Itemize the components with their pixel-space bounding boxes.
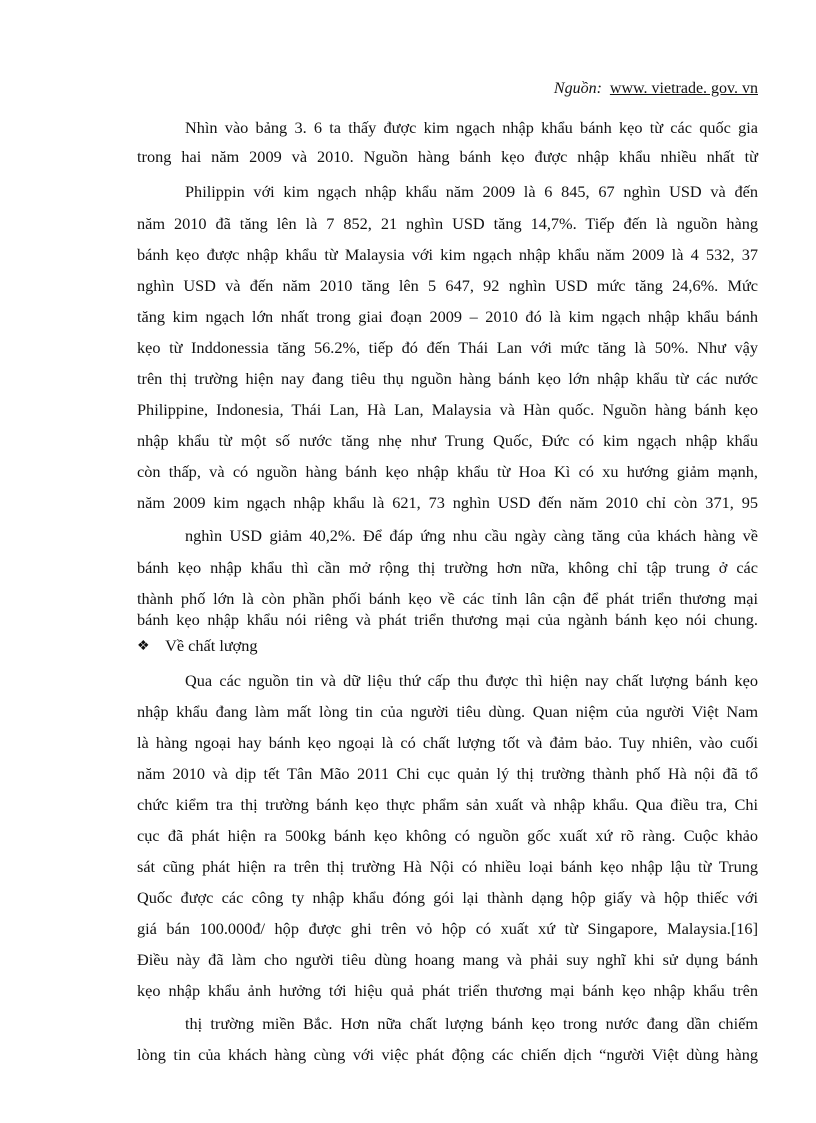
section-heading-text: Về chất lượng: [165, 636, 258, 655]
paragraph-line: nhập khẩu từ một số nước tăng nhẹ như Trung Quốc, Đức có kim ngạch nhập khẩu: [137, 431, 758, 450]
paragraph-line: nhập khẩu đang làm mất lòng tin của người tiêu dùng. Quan niệm của người Việt Nam: [137, 702, 758, 721]
paragraph-line: năm 2009 kim ngạch nhập khẩu là 621, 73 nghìn USD đến năm 2010 chỉ còn 371, 95: [137, 493, 758, 512]
section-heading: [137, 634, 258, 658]
paragraph-line: năm 2010 và dịp tết Tân Mão 2011 Chi cục quản lý thị trường thành phố Hà nội đã tổ: [137, 764, 758, 783]
paragraph-line: chức kiểm tra thị trường bánh kẹo thực phẩm sản xuất và nhập khẩu. Qua điều tra, Chi: [137, 795, 758, 814]
diamond-bullet-icon: ❖: [137, 639, 150, 654]
paragraph-line: trong hai năm 2009 và 2010. Nguồn hàng bánh kẹo được nhập khẩu nhiều nhất từ: [137, 147, 758, 166]
paragraph-line: Philippin với kim ngạch nhập khẩu năm 2009 là 6 845, 67 nghìn USD và đến: [185, 182, 758, 201]
paragraph-line: cục đã phát hiện ra 500kg bánh kẹo không có nguồn gốc xuất xứ rõ ràng. Cuộc khảo: [137, 826, 758, 845]
paragraph-line: thành phố lớn là còn phần phối bánh kẹo về các tỉnh lân cận để phát triển thương mại: [137, 589, 758, 608]
paragraph-line: tăng kim ngạch lớn nhất trong giai đoạn 2009 – 2010 đó là kim ngạch nhập khẩu bánh: [137, 307, 758, 326]
paragraph-line: Nhìn vào bảng 3. 6 ta thấy được kim ngạch nhập khẩu bánh kẹo từ các quốc gia: [185, 118, 758, 137]
source-url-link[interactable]: www. vietrade. gov. vn: [609, 80, 758, 97]
paragraph-line: giá bán 100.000đ/ hộp được ghi trên vỏ hộp có xuất xứ từ Singapore, Malaysia.[16]: [137, 919, 758, 938]
paragraph-line: bánh kẹo được nhập khẩu từ Malaysia với kim ngạch nhập khẩu năm 2009 là 4 532, 37: [137, 245, 758, 264]
paragraph-line: kẹo nhập khẩu ảnh hưởng tới hiệu quả phát triển thương mại bánh kẹo nhập khẩu trên: [137, 981, 758, 1000]
paragraph-line: nghìn USD giảm 40,2%. Để đáp ứng nhu cầu ngày càng tăng của khách hàng về: [185, 526, 758, 545]
paragraph-line: trên thị trường hiện nay đang tiêu thụ nguồn hàng bánh kẹo lớn nhập khẩu từ các nước: [137, 369, 758, 388]
paragraph-line: là hàng ngoại hay bánh kẹo ngoại là có chất lượng tốt và đảm bảo. Tuy nhiên, vào cuối: [137, 733, 758, 752]
paragraph-line: kẹo từ Inddonessia tăng 56.2%, tiếp đó đến Thái Lan với mức tăng là 50%. Như vậy: [137, 338, 758, 357]
paragraph-line: bánh kẹo nhập khẩu nói riêng và phát triển thương mại của ngành bánh kẹo nói chung.: [137, 610, 758, 629]
source-citation: [554, 80, 758, 98]
paragraph-line: Philippine, Indonesia, Thái Lan, Hà Lan, Malaysia và Hàn quốc. Nguồn hàng bánh kẹo: [137, 400, 758, 419]
paragraph-line: lòng tin của khách hàng cùng với việc phát động các chiến dịch “người Việt dùng hàng: [137, 1045, 758, 1064]
paragraph-line: Quốc được các công ty nhập khẩu đóng gói lại thành dạng hộp giấy và hộp thiếc với: [137, 888, 758, 907]
paragraph-line: Điều này đã làm cho người tiêu dùng hoang mang và phải suy nghĩ khi sử dụng bánh: [137, 950, 758, 969]
paragraph-line: nghìn USD và đến năm 2010 tăng lên 5 647, 92 nghìn USD mức tăng 24,6%. Mức: [137, 276, 758, 295]
paragraph-line: thị trường miền Bắc. Hơn nữa chất lượng bánh kẹo trong nước đang dần chiếm: [185, 1014, 758, 1033]
paragraph-line: bánh kẹo nhập khẩu thì cần mở rộng thị trường hơn nữa, không chỉ tập trung ở các: [137, 558, 758, 577]
paragraph-line: sát cũng phát hiện ra trên thị trường Hà Nội có nhiều loại bánh kẹo nhập lậu từ Trung: [137, 857, 758, 876]
paragraph-line: Qua các nguồn tin và dữ liệu thứ cấp thu được thì hiện nay chất lượng bánh kẹo: [185, 671, 758, 690]
paragraph-line: còn thấp, và có nguồn hàng bánh kẹo nhập khẩu từ Hoa Kì có xu hướng giảm mạnh,: [137, 462, 758, 481]
source-label: Nguồn:: [553, 80, 602, 97]
paragraph-line: năm 2010 đã tăng lên là 7 852, 21 nghìn USD tăng 14,7%. Tiếp đến là nguồn hàng: [137, 214, 758, 233]
